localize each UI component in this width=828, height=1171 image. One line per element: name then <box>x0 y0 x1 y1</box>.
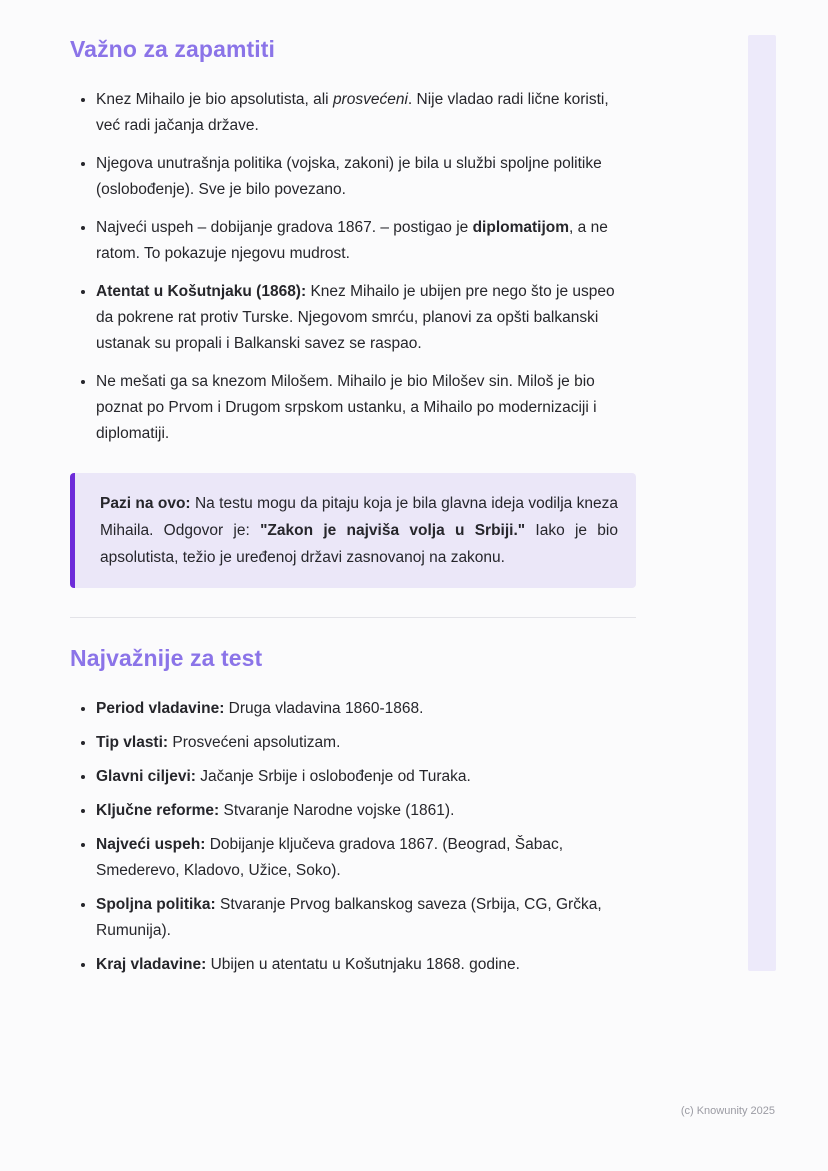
item-label-bold: Period vladavine: <box>96 700 225 717</box>
list-item <box>96 151 636 203</box>
item-label-bold: Ključne reforme: <box>96 802 220 819</box>
scrollbar-track[interactable] <box>748 35 776 971</box>
text-run: , a ne ratom. To pokazuje njegovu mudrost. <box>96 219 608 262</box>
section-title-vazno-za-zapamtiti: Važno za zapamtiti <box>70 36 276 62</box>
text-run-bold: diplomatijom <box>472 219 570 236</box>
text-run: Na testu mogu da pitaju koja je bila glavna ideja vodilja kneza Mihaila. Odgovor je: <box>100 495 619 539</box>
text-run: Iako je bio apsolutista, težio je uređenoj državi zasnovanoj na zakonu. <box>100 522 618 566</box>
text-run-italic: prosvećeni <box>332 91 408 108</box>
item-label-bold: Glavni ciljevi: <box>96 768 196 785</box>
text-run: . Nije vladao radi lične koristi, već radi jačanja države. <box>96 91 609 134</box>
section-title-najvaznije-za-test: Najvažnije za test <box>70 645 263 671</box>
text-run: Stvaranje Narodne vojske (1861). <box>219 802 455 819</box>
list-item <box>96 696 636 722</box>
list-item <box>96 215 636 267</box>
item-label-bold: Tip vlasti: <box>96 734 169 751</box>
text-run: Dobijanje ključeva gradova 1867. (Beograd, Šabac, Smederevo, Kladovo, Užice, Soko). <box>96 836 563 879</box>
list-item <box>96 892 636 944</box>
text-run: Prosvećeni apsolutizam. <box>168 734 341 751</box>
list-item <box>96 952 636 978</box>
footer-credit: (c) Knowunity 2025 <box>680 1105 775 1117</box>
list-item <box>96 764 636 790</box>
callout-text <box>100 490 618 571</box>
text-run: Stvaranje Prvog balkanskog saveza (Srbija, CG, Grčka, Rumunija). <box>96 896 602 939</box>
text-run: Jačanje Srbije i oslobođenje od Turaka. <box>195 768 471 785</box>
document-content <box>70 36 636 986</box>
item-label-bold: Kraj vladavine: <box>96 956 207 973</box>
text-run: Najveći uspeh – dobijanje gradova 1867. – postigao je <box>96 219 473 236</box>
bullet-list-test <box>70 696 636 978</box>
text-run: Druga vladavina 1860-1868. <box>224 700 424 717</box>
callout-quote-bold: "Zakon je najviša volja u Srbiji." <box>260 522 526 539</box>
item-label-bold: Spoljna politika: <box>96 896 216 913</box>
text-run: Knez Mihailo je bio apsolutista, ali <box>96 91 333 108</box>
bullet-list-important <box>70 87 636 447</box>
item-label-bold: Najveći uspeh: <box>96 836 206 853</box>
divider <box>70 617 636 618</box>
list-item <box>96 798 636 824</box>
callout-lead-bold: Pazi na ovo: <box>100 495 191 512</box>
list-item <box>96 730 636 756</box>
list-item <box>96 369 636 447</box>
text-run: Ne mešati ga sa knezom Milošem. Mihailo je bio Milošev sin. Miloš je bio poznat po Prvom i Drugom srpskom ustanku, a Mihailo po modernizaciji i diplomatiji. <box>96 373 597 442</box>
callout-box <box>70 473 636 588</box>
list-item <box>96 279 636 357</box>
text-run: Knez Mihailo je ubijen pre nego što je uspeo da pokrene rat protiv Turske. Njegovom smrću, planovi za opšti balkanski ustanak su propali i Balkanski savez se raspao. <box>96 283 615 352</box>
text-run: Ubijen u atentatu u Košutnjaku 1868. godine. <box>206 956 520 973</box>
text-run: Njegova unutrašnja politika (vojska, zakoni) je bila u službi spoljne politike (oslobođenje). Sve je bilo povezano. <box>96 155 602 198</box>
list-item <box>96 832 636 884</box>
list-item <box>96 87 636 139</box>
text-run-bold: Atentat u Košutnjaku (1868): <box>96 283 307 300</box>
